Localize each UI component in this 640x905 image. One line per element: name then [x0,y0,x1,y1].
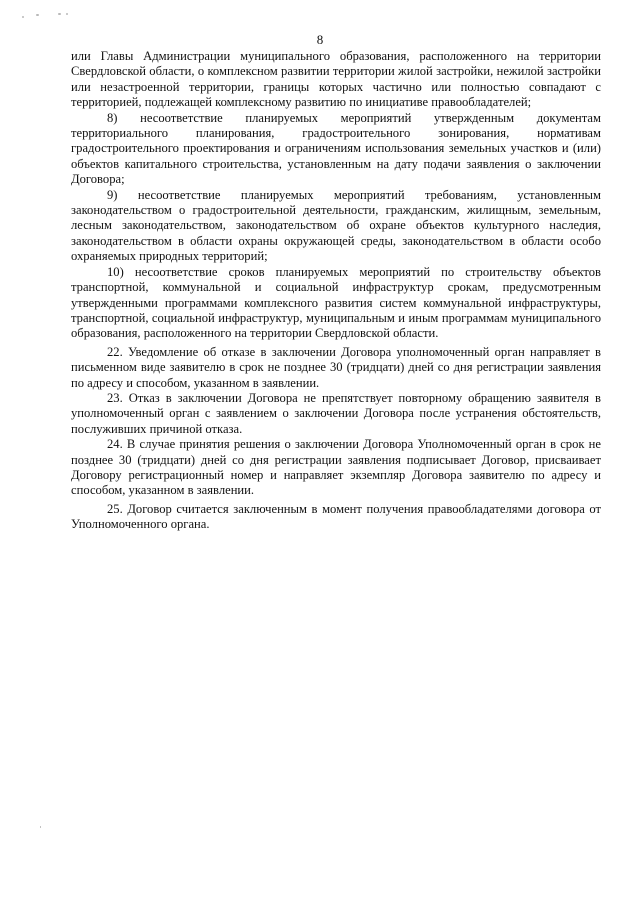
list-item-8: 8) несоответствие планируемых мероприятий утвержденным документам территориального планирования, градостроительного зонирования, нормативам градостроительного проектирования и ограничениям использования земельных участков и (или) объектов капитального строительства, установленным на дату подачи заявления о заключении Договора; [71,110,601,187]
clause-23: 23. Отказ в заключении Договора не препятствует повторному обращению заявителя в уполномоченный орган с заявлением о заключении Договора после устранения обстоятельств, послуживших причиной отказа. [71,390,601,436]
scan-speck [40,826,41,828]
clause-25: 25. Договор считается заключенным в момент получения правообладателями договора от Уполномоченного органа. [71,501,601,532]
scan-speck [58,13,61,15]
document-body [71,49,601,533]
clause-22: 22. Уведомление об отказе в заключении Договора уполномоченный орган направляет в письменном виде заявителю в срок не позднее 30 (тридцати) дней со дня регистрации заявления по адресу и способом, указанном в заявлении. [71,344,601,390]
list-item-9: 9) несоответствие планируемых мероприятий требованиям, установленным законодательством о градостроительной деятельности, гражданским, жилищным, земельным, лесным законодательством, законодательством об охране объектов культурного наследия, законодательством в области охраны окружающей среды, законодательством в области особо охраняемых природных территорий; [71,187,601,264]
scan-speck [22,16,24,18]
clause-24: 24. В случае принятия решения о заключении Договора Уполномоченный орган в срок не позднее 30 (тридцати) дней со дня регистрации заявления подписывает Договор, присваивает Договору регистрационный номер и направляет экземпляр Договора заявителю по адресу и способом, указанном в заявлении. [71,437,601,498]
page-number: 8 [316,32,324,47]
scan-speck [66,13,68,15]
paragraph-continuation: или Главы Администрации муниципального образования, расположенного на территории Свердловской области, о комплексном развитии территории жилой застройки, нежилой застройки или незастроенной территории, границы которых частично или полностью совпадают с территорией, подлежащей комплексному развитию по инициативе правообладателей; [71,49,601,110]
list-item-10: 10) несоответствие сроков планируемых мероприятий по строительству объектов транспортной, коммунальной и социальной инфраструктур срокам, предусмотренным утвержденными программами комплексного развития систем коммунальной инфраструктуры, транспортной, социальной инфраструктур, муниципальным и иным программам муниципального образования, расположенного на территории Свердловской области. [71,264,601,341]
scan-speck [36,14,39,16]
